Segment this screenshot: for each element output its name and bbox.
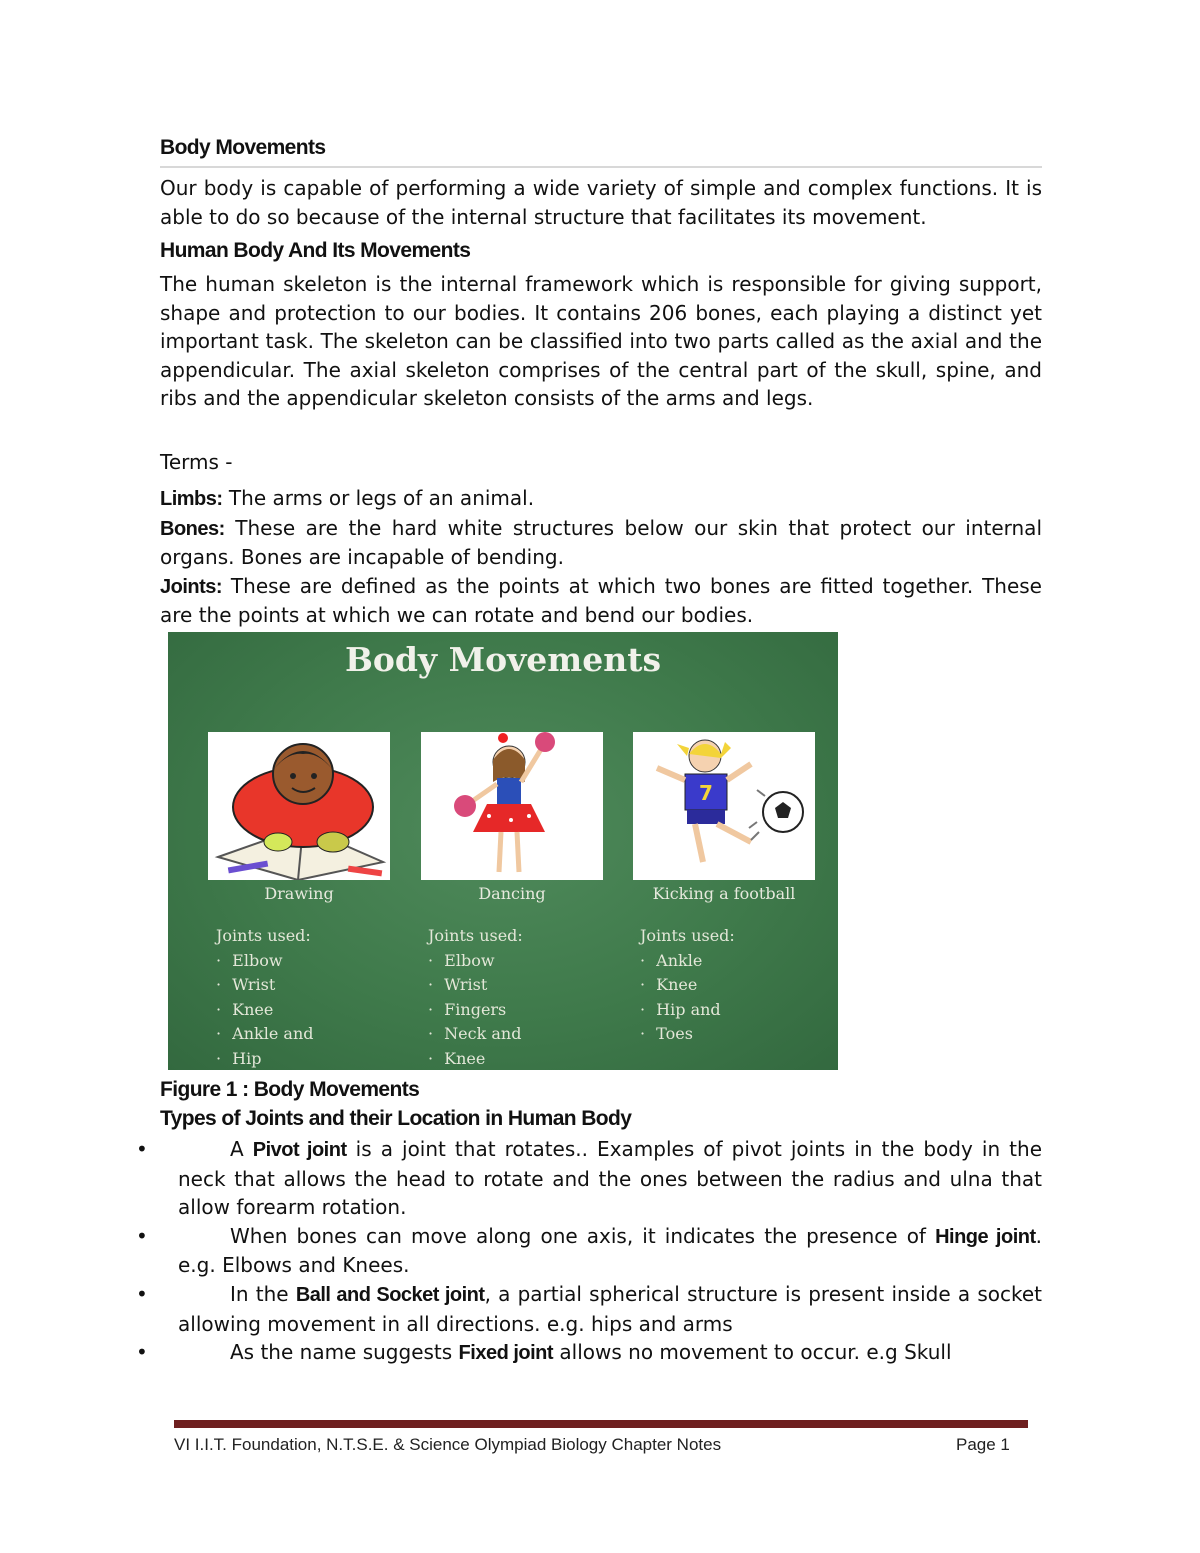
- list-item: · Elbow: [216, 949, 313, 974]
- list-item: · Wrist: [216, 973, 313, 998]
- list-item: · Ankle and: [216, 1022, 313, 1047]
- footer-text: VI I.I.T. Foundation, N.T.S.E. & Science Olympiad Biology Chapter Notes: [174, 1435, 722, 1454]
- term-name: Joints:: [160, 575, 223, 598]
- list-item: · Hip and: [640, 998, 735, 1023]
- cheerleader-icon: [421, 732, 603, 880]
- joints-label: Joints used:: [428, 926, 523, 945]
- caption-kicking: Kicking a football: [652, 884, 796, 903]
- term-name: Limbs:: [160, 488, 223, 510]
- list-item: · Knee: [216, 998, 313, 1023]
- caption-drawing: Drawing: [264, 884, 334, 903]
- body-movements-figure: [168, 632, 838, 1070]
- list-item: · Ankle: [640, 949, 735, 974]
- list-item: • In the Ball and Socket joint, a partial spherical structure is present inside a socket allowing movement in all directions. e.g. hips and arms: [136, 1281, 1042, 1336]
- joints-list-kicking: [640, 924, 735, 1047]
- list-item: • As the name suggests Fixed joint allows no movement to occur. e.g Skull: [136, 1340, 952, 1365]
- intro-paragraph: Our body is capable of performing a wide variety of simple and complex functions. It is able to do so because of the internal structure that facilitates its movement.: [160, 176, 1042, 229]
- football-player-icon: [633, 732, 815, 880]
- terms-label: Terms -: [160, 450, 233, 474]
- term-definition: These are the hard white structures below our skin that protect our internal organs. Bones are incapable of bending.: [160, 515, 1042, 570]
- skeleton-paragraph: The human skeleton is the internal framework which is responsible for giving support, shape and protection to our bodies. It contains 206 bones, each playing a distinct yet important task. The skeleton can be classified into two parts called as the axial and the appendicular. The axial skeleton comprises of the central part of the skull, spine, and ribs and the appendicular skeleton consists of the arms and legs.: [160, 272, 1042, 411]
- term-joints: [160, 572, 1042, 630]
- section-heading: Human Body And Its Movements: [160, 239, 471, 262]
- page-number: Page 1: [956, 1435, 1010, 1454]
- joints-label: Joints used:: [216, 926, 311, 945]
- term-name: Bones:: [160, 517, 225, 540]
- dancing-illustration: [421, 732, 603, 880]
- page-title: Body Movements: [160, 136, 326, 159]
- list-item: • A Pivot joint is a joint that rotates.. Examples of pivot joints in the body in the neck that allows the head to rotate and the ones between the radius and ulna that allow forearm rotation.: [136, 1137, 1042, 1220]
- list-item: · Hip: [216, 1047, 313, 1072]
- list-item: · Wrist: [428, 973, 523, 998]
- caption-dancing: Dancing: [478, 884, 546, 903]
- kicking-illustration: [633, 732, 815, 880]
- figure-caption: Figure 1 : Body Movements: [160, 1078, 420, 1101]
- list-item: · Elbow: [428, 949, 523, 974]
- joint-types-list: [136, 1135, 1042, 1368]
- joints-list-dancing: [428, 924, 523, 1072]
- term-bones: [160, 514, 1042, 572]
- joints-label: Joints used:: [640, 926, 735, 945]
- term-limbs: [160, 484, 1042, 514]
- figure-title: Body Movements: [344, 640, 662, 679]
- term-definitions: [160, 484, 1042, 630]
- list-item: · Knee: [640, 973, 735, 998]
- term-definition: The arms or legs of an animal.: [222, 486, 535, 510]
- term-definition: These are defined as the points at which two bones are fitted together. These are the points at which we can rotate and bend our bodies.: [160, 573, 1042, 628]
- svg-text:7: 7: [699, 781, 713, 805]
- title-divider: [160, 166, 1042, 168]
- list-item: · Neck and: [428, 1022, 523, 1047]
- types-heading: Types of Joints and their Location in Human Body: [160, 1107, 632, 1130]
- child-drawing-icon: [208, 732, 390, 880]
- footer-divider: [174, 1420, 1028, 1428]
- joints-list-drawing: [216, 924, 313, 1072]
- list-item: · Toes: [640, 1022, 735, 1047]
- list-item: • When bones can move along one axis, it indicates the presence of Hinge joint. e.g. Elbows and Knees.: [136, 1223, 1042, 1278]
- list-item: · Knee: [428, 1047, 523, 1072]
- drawing-illustration: [208, 732, 390, 880]
- list-item: · Fingers: [428, 998, 523, 1023]
